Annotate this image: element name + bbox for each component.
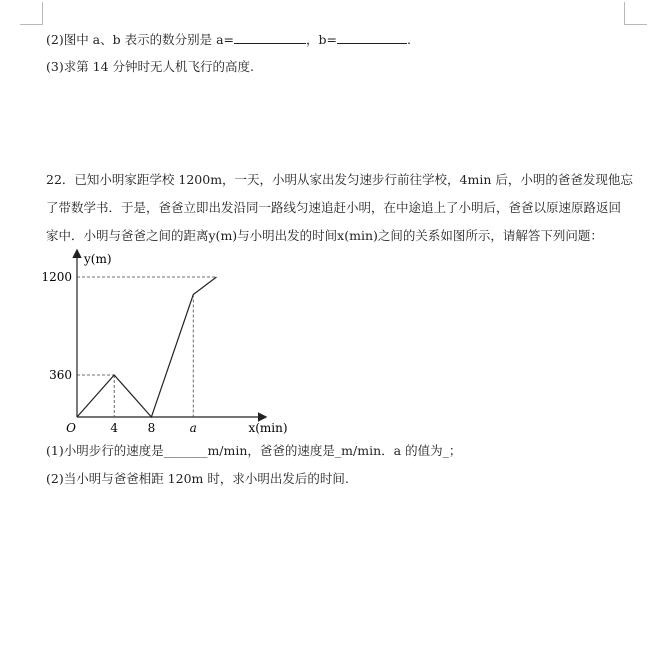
page-corner-mark-top-left [20,2,43,25]
q22-line3: 家中．小明与爸爸之间的距离y(m)与小明出发的时间x(min)之间的关系如图所示，请解答下列问题： [46,228,603,243]
q21-part2-end: . [407,32,411,47]
distance-time-graph [40,245,300,440]
q22-part2: (2)当小明与爸爸相距 120m 时，求小明出发后的时间. [46,471,349,486]
q21-blank-a [234,31,306,44]
series-line [77,277,217,417]
q22-line2: 了带数学书．于是，爸爸立即出发沿同一路线匀速追赶小明，在中途追上了小明后，爸爸以原速原路返回 [46,200,622,215]
page-corner-mark-top-right [624,2,647,25]
q22-line1: 22．已知小明家距学校 1200m，一天，小明从家出发匀速步行前往学校，4min 后，小明的爸爸发现他忘 [46,172,633,187]
q21-part2-text: (2)图中 a、b 表示的数分别是 a= [46,32,235,47]
y-axis-label: y(m) [84,252,112,266]
q21-part2 [46,31,411,49]
y-tick-label: 360 [49,368,72,382]
x-tick-label: a [189,421,197,435]
x-axis-label: x(min) [248,421,288,435]
q21-blank-b [337,31,407,44]
x-tick-label: 8 [147,421,156,435]
q21-part3: (3)求第 14 分钟时无人机飞行的高度. [46,59,255,74]
x-tick-label: 4 [110,421,119,435]
y-tick-label: 1200 [41,270,72,284]
q22-part1: (1)小明步行的速度是_______m/min，爸爸的速度是_m/min．a 的值为_； [46,443,462,458]
q21-part2-mid: ，b= [306,32,337,47]
origin-label: O [66,421,76,435]
